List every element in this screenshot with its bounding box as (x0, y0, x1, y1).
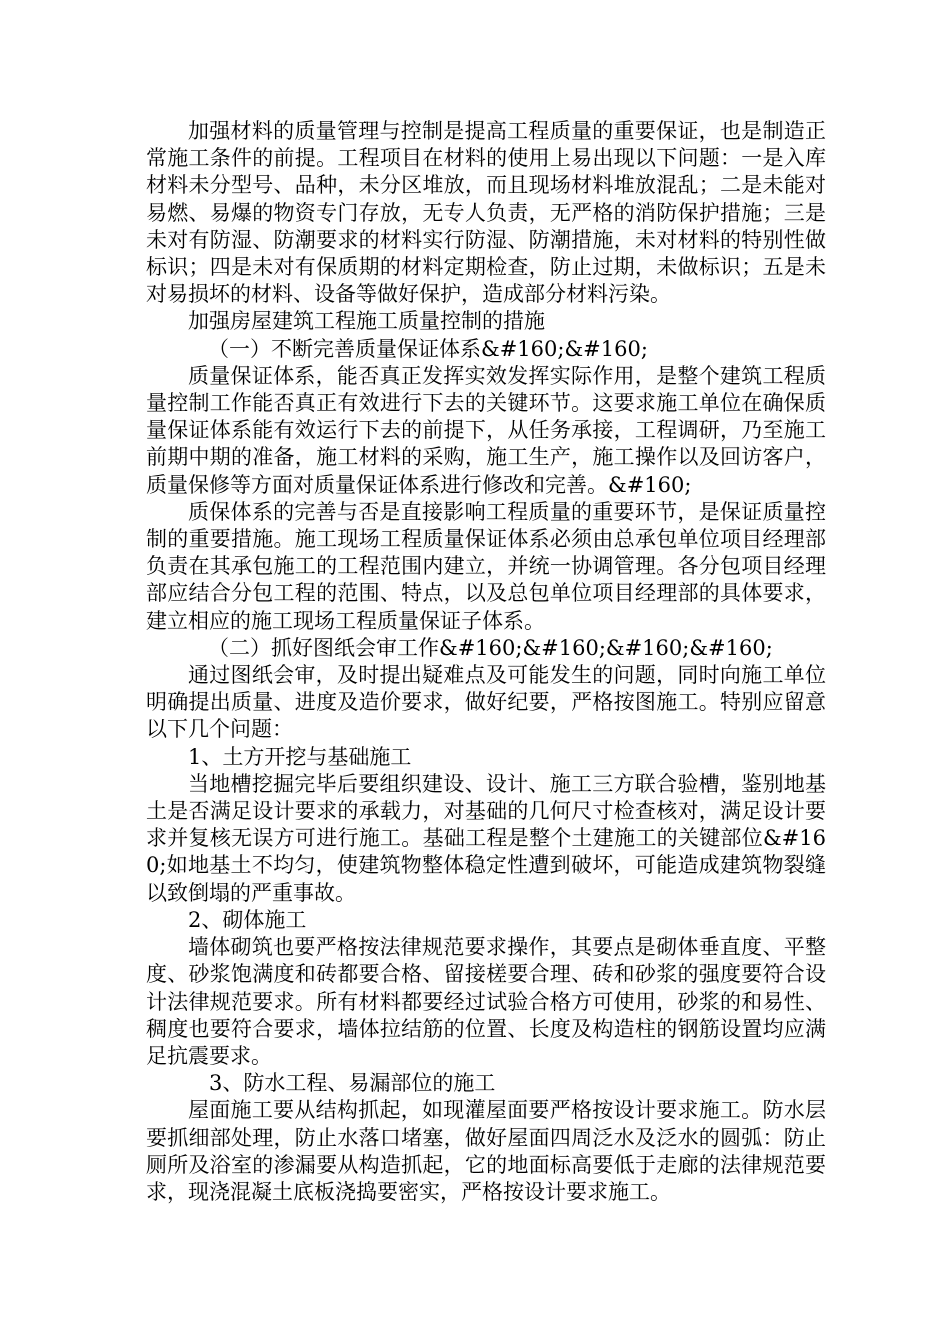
paragraph-masonry: 墙体砌筑也要严格按法律规范要求操作，其要点是砌体垂直度、平整度、砂浆饱满度和砖都要合格、留接槎要合理、砖和砂浆的强度要符合设计法律规范要求。所有材料都要经过试验合格方可使用，砂浆的和易性、稠度也要符合要求，墙体拉结筋的位置、长度及构造柱的钢筋设置均应满足抗震要求。 (146, 935, 826, 1068)
heading-item-2: 2、砌体施工 (188, 907, 307, 932)
heading-item-3: 3、防水工程、易漏部位的施工 (209, 1071, 496, 1096)
paragraph-earthwork-foundation: 当地槽挖掘完毕后要组织建设、设计、施工三方联合验槽，鉴别地基土是否满足设计要求的承载力，对基础的几何尺寸检查核对，满足设计要求并复核无误方可进行施工。基础工程是整个土建施工的关键部位&#160;如地基土不均匀，使建筑物整体稳定性遭到破坏，可能造成建筑物裂缝以致倒塌的严重事故。 (146, 771, 826, 905)
paragraph-drawing-review: 通过图纸会审，及时提出疑难点及可能发生的问题，同时向施工单位明确提出质量、进度及造价要求，做好纪要，严格按图施工。特别应留意以下几个问题： (146, 663, 826, 742)
heading-quality-control-measures: 加强房屋建筑工程施工质量控制的措施 (188, 309, 545, 334)
paragraph-waterproofing: 屋面施工要从结构抓起，如现灌屋面要严格按设计要求施工。防水层要抓细部处理，防止水落口堵塞，做好屋面四周泛水及泛水的圆弧：防止厕所及浴室的渗漏要从构造抓起，它的地面标高要低于走廊的法律规范要求，现浇混凝土底板浇捣要密实，严格按设计要求施工。 (146, 1098, 826, 1204)
heading-section-2: （二）抓好图纸会审工作&#160;&#160;&#160;&#160; (208, 635, 773, 660)
document-body (146, 118, 826, 1206)
paragraph-quality-assurance-system: 质量保证体系，能否真正发挥实效发挥实际作用，是整个建筑工程质量控制工作能否真正有效进行下去的关键环节。这要求施工单位在确保质量保证体系能有效运行下去的前提下，从任务承接，工程调研，乃至施工前期中期的准备，施工材料的采购，施工生产，施工操作以及回访客户，质量保修等方面对质量保证体系进行修改和完善。&#160; (146, 363, 826, 497)
heading-section-1: （一）不断完善质量保证体系&#160;&#160; (208, 336, 648, 361)
paragraph-quality-system-improvement: 质保体系的完善与否是直接影响工程质量的重要环节，是保证质量控制的重要措施。施工现场工程质量保证体系必须由总承包单位项目经理部负责在其承包施工的工程范围内建立，并统一协调管理。各分包项目经理部应结合分包工程的范围、特点，以及总包单位项目经理部的具体要求，建立相应的施工现场工程质量保证子体系。 (146, 499, 826, 633)
paragraph-material-quality: 加强材料的质量管理与控制是提高工程质量的重要保证，也是制造正常施工条件的前提。工程项目在材料的使用上易出现以下问题：一是入库材料未分型号、品种，未分区堆放，而且现场材料堆放混乱；二是未能对易燃、易爆的物资专门存放，无专人负责，无严格的消防保护措施；三是未对有防湿、防潮要求的材料实行防湿、防潮措施，未对材料的特别性做标识；四是未对有保质期的材料定期检查，防止过期，未做标识；五是未对易损坏的材料、设备等做好保护，造成部分材料污染。 (146, 119, 826, 307)
heading-item-1: 1、土方开挖与基础施工 (188, 744, 412, 769)
